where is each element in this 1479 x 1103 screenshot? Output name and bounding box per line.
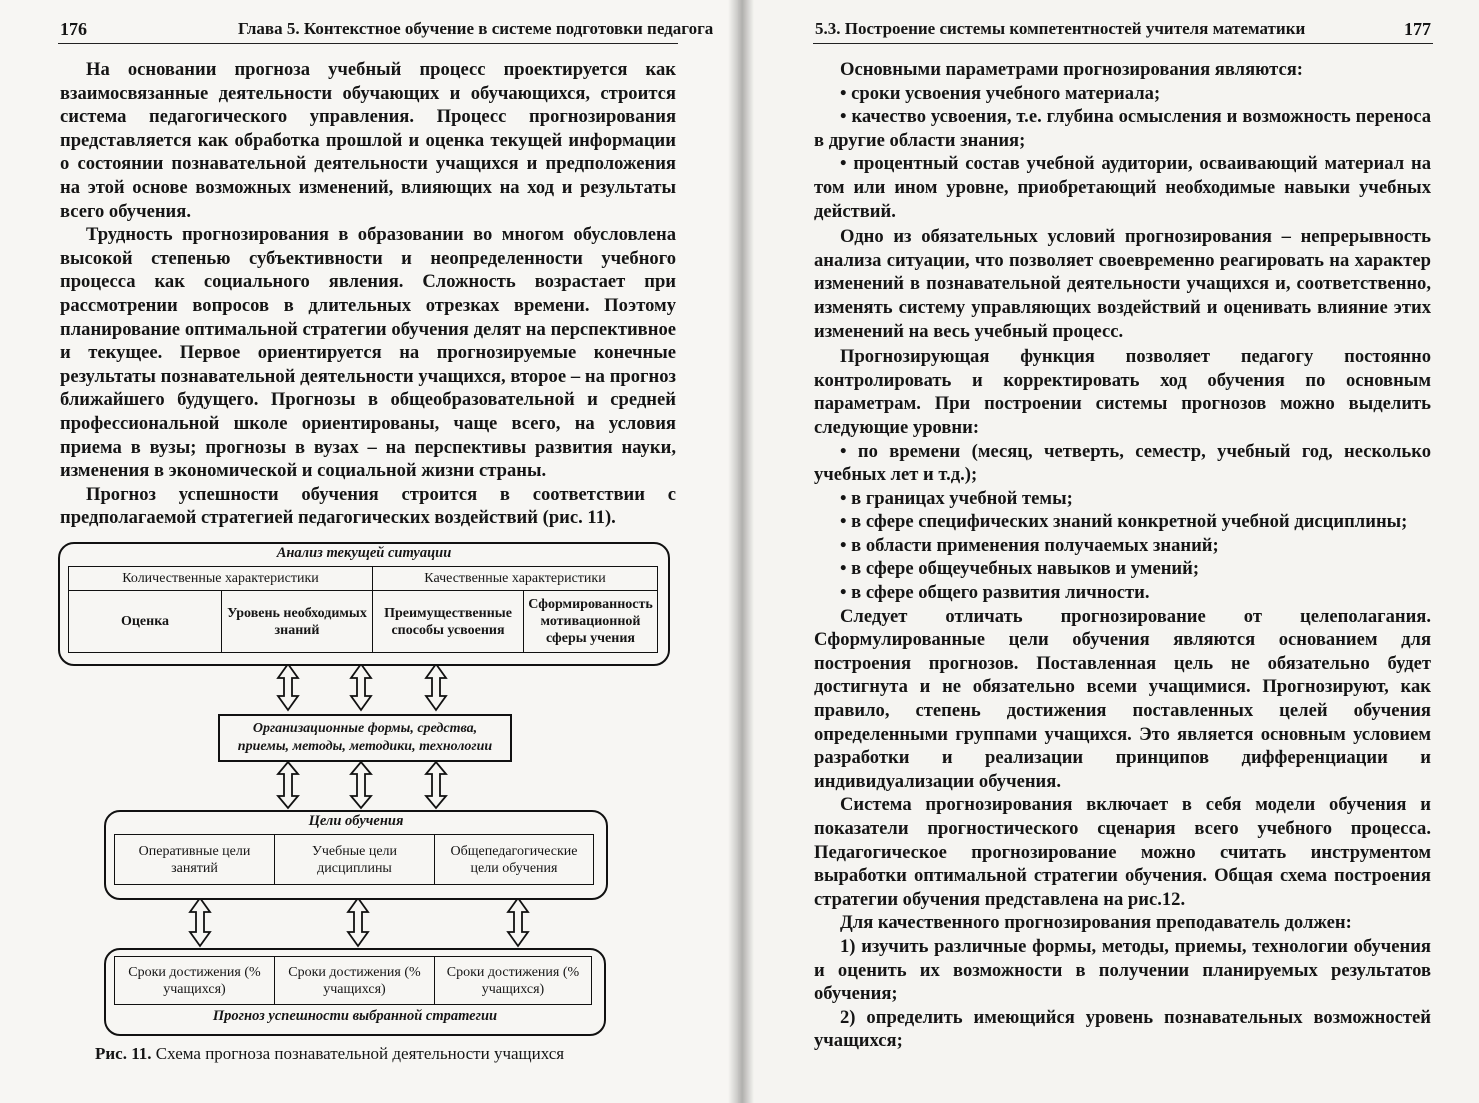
paragraph: Трудность прогнозирования в образовании во многом обусловлена высокой степенью субъективности и неопределенности учебного процесса как социального явления. Сложность возрастает при рассмотрении вопросов в длительных отрезках времени. Поэтому планирование оптимальной стратегии обучения делят на перспективное и текущее. Первое ориентируется на прогнозируемые конечные результаты познавательной деятельности учащихся, второе – на прогноз ближайшего будущего. Прогнозы в общеобразовательной и средней профессиональной школе ориентированы, чаще всего, на условия приема в вузы; прогнозы в вузах – на перспективы развития науки, изменения в экономической и социальной жизни страны.: [60, 224, 676, 482]
double-arrow-icon: [351, 664, 371, 710]
list-item: • сроки усвоения учебного материала;: [840, 82, 1161, 104]
analysis-table: [68, 566, 658, 653]
quant-header: Количественные характеристики: [69, 567, 373, 591]
paragraph: Одно из обязательных условий прогнозирования – непрерывность анализа ситуации, что позволяет своевременно реагировать на характер изменений в познавательной деятельности учащихся и, соответственно, изменять систему управляющих воздействий и оценивать влияние этих изменений на весь учебный процесс.: [814, 226, 1431, 342]
term-cell: Сроки достижения (% учащихся): [115, 957, 275, 1005]
list-item: 1) изучить различные формы, методы, приемы, технологии обучения и оценить их возможности в получении планируемых результатов обучения;: [814, 935, 1431, 1005]
list-item: • в сфере специфических знаний конкретной учебной дисциплины;: [840, 511, 1408, 533]
list-item: • в области применения получаемых знаний;: [840, 534, 1219, 556]
double-arrow-icon: [278, 664, 298, 710]
double-arrow-icon: [508, 898, 528, 946]
double-arrow-icon: [278, 762, 298, 808]
double-arrow-icon: [348, 898, 368, 946]
caption-text: Схема прогноза познавательной деятельности учащихся: [155, 1044, 565, 1063]
cell-knowledge-level: Уровень необходимых знаний: [222, 591, 373, 653]
term-cell: Сроки достижения (% учащихся): [275, 957, 435, 1005]
list-item: • процентный состав учебной аудитории, осваивающий материал на том или ином уровне, приобретающий необходимые навыки учебных действий.: [814, 153, 1431, 222]
list-item: • по времени (месяц, четверть, семестр, учебный год, несколько учебных лет и т.д.);: [814, 440, 1431, 486]
paragraph: Следует отличать прогнозирование от целеполагания. Сформулированные цели обучения являются основанием для построения прогнозов. Поставленная цель не обязательно будет достигнута и не обязательно всеми учащимися. Прогнозируют, как правило, степень достижения поставленных целей обучения определенными группами учащихся. Это является основным условием разработки и реализации принципов дифференциации и индивидуализации обучения.: [814, 605, 1431, 792]
caption-label: Рис. 11.: [95, 1044, 152, 1063]
cell-learning-methods: Преимущественные способы усвоения: [373, 591, 524, 653]
paragraph: На основании прогноза учебный процесс проектируется как взаимосвязанные деятельности обучающих и обучающихся, строится система педагогического управления. Процесс прогнозирования представляется как обработка прошлой и оценка текущей информации о состоянии познавательной деятельности учащихся и предположения на этой основе возможных изменений, влияющих на ход и результаты всего обучения.: [60, 59, 676, 222]
right-header-rule: [813, 43, 1433, 44]
double-arrow-icon: [426, 664, 446, 710]
term-cell: Сроки достижения (% учащихся): [435, 957, 592, 1005]
cell-motivation: Сформированность мотивационной сферы учения: [524, 591, 658, 653]
list-item: • в сфере общего развития личности.: [840, 582, 1150, 604]
goal-operational: Оперативные цели занятий: [115, 835, 275, 885]
forecast-title: Прогноз успешности выбранной стратегии: [212, 1008, 498, 1024]
paragraph: Прогноз успешности обучения строится в соответствии с предполагаемой стратегией педагогических воздействий (рис. 11).: [60, 483, 676, 529]
paragraph: Для качественного прогнозирования преподаватель должен:: [840, 912, 1352, 934]
double-arrow-icon: [426, 762, 446, 808]
goals-title: Цели обучения: [308, 813, 404, 829]
list-item: • в границах учебной темы;: [840, 487, 1073, 509]
right-body-text: [814, 58, 1431, 1053]
right-page-number: 177: [1404, 19, 1431, 39]
goal-discipline: Учебные цели дисциплины: [275, 835, 435, 885]
list-item: 2) определить имеющийся уровень познавательных возможностей учащихся;: [814, 1006, 1431, 1052]
list-item: • в сфере общеучебных навыков и умений;: [840, 558, 1200, 580]
org-forms-text: Организационные формы, средства, приемы, методы, методики, технологии: [237, 721, 493, 754]
org-forms-box: [218, 714, 512, 762]
left-page-number: 176: [60, 19, 87, 39]
double-arrow-icon: [351, 762, 371, 808]
terms-table: [114, 956, 592, 1005]
paragraph: Система прогнозирования включает в себя модели обучения и показатели прогностического сценария всего учебного процесса. Педагогическое прогнозирование можно считать инструментом выработки оптимальной стратегии обучения. Общая схема построения стратегии обучения представлена на рис.12.: [814, 794, 1431, 910]
right-running-head: 5.3. Построение системы компетентностей учителя математики: [815, 19, 1306, 38]
paragraph: Основными параметрами прогнозирования являются:: [840, 59, 1303, 80]
list-item: • качество усвоения, т.е. глубина осмысления и возможность переноса в другие области знания;: [814, 106, 1431, 151]
goals-table: [114, 834, 594, 885]
goal-general: Общепедагогические цели обучения: [435, 835, 594, 885]
cell-assessment: Оценка: [69, 591, 222, 653]
figure-caption: [95, 1044, 564, 1064]
paragraph: Прогнозирующая функция позволяет педагогу постоянно контролировать и корректировать ход обучения по основным параметрам. При построении системы прогнозов можно выделить следующие уровни:: [814, 346, 1431, 438]
left-running-head: Глава 5. Контекстное обучение в системе подготовки педагога: [238, 19, 714, 38]
analysis-title: Анализ текущей ситуации: [276, 545, 452, 561]
double-arrow-icon: [190, 898, 210, 946]
qual-header: Качественные характеристики: [373, 567, 658, 591]
